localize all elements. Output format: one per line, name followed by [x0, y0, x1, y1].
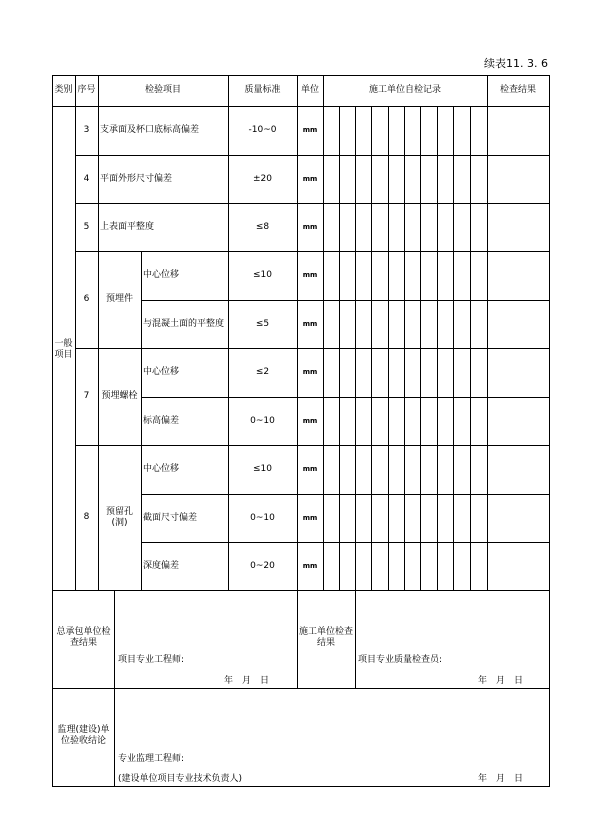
rule-col	[323, 75, 324, 591]
rule-bottom	[52, 786, 549, 787]
row-standard: ±20	[253, 173, 272, 184]
rule-check-col	[453, 106, 454, 591]
row-unit: mm	[302, 126, 318, 134]
contractor-date: 年 月 日	[478, 676, 524, 686]
header-item: 检验项目	[144, 85, 181, 95]
supervisor-engineer-signature: 专业监理工程师:	[118, 754, 185, 764]
header-self-check: 施工单位自检记录	[368, 85, 441, 95]
sub-item: 中心位移	[143, 367, 180, 377]
contractor-check-label: 施工单位检查结果	[298, 627, 353, 648]
supervisor-date: 年 月 日	[478, 774, 524, 784]
rule-check-col	[388, 106, 389, 591]
sub-unit: mm	[302, 416, 318, 425]
header-seq: 序号	[77, 85, 96, 95]
rule-footer-mid	[52, 688, 549, 689]
sub-standard: ≤10	[253, 270, 272, 280]
sub-unit: mm	[302, 513, 318, 522]
table-reference: 续表11. 3. 6	[484, 57, 548, 70]
sub-standard: ≤10	[253, 464, 272, 474]
gc-check-label: 总承包单位检查结果	[56, 627, 111, 648]
header-category: 类别	[54, 85, 73, 95]
owner-representative: (建设单位项目专业技术负责人)	[118, 774, 243, 784]
row-unit: mm	[302, 222, 318, 231]
group-name: 预埋螺栓	[101, 391, 138, 401]
row-standard: -10~0	[248, 125, 277, 135]
row-no: 3	[83, 125, 90, 135]
rule-check-col	[437, 106, 438, 591]
sub-item: 与混凝土面的平整度	[143, 318, 225, 329]
rule-check-col	[420, 106, 421, 591]
header-unit: 单位	[300, 85, 319, 95]
rule-footer-col	[114, 590, 115, 688]
sub-item: 中心位移	[143, 270, 180, 280]
sub-unit: mm	[302, 561, 318, 570]
rule-check-col	[339, 106, 340, 591]
rule-left	[52, 75, 53, 787]
group-name: 预埋件	[105, 294, 133, 304]
sub-standard: 0~10	[250, 512, 275, 523]
row-no: 4	[83, 173, 90, 184]
qc-inspector-signature: 项目专业质量检查员:	[358, 655, 443, 665]
rule-footer-col	[355, 590, 356, 688]
sub-item: 截面尺寸偏差	[143, 512, 198, 523]
row-item: 上表面平整度	[100, 221, 155, 232]
supervisor-conclusion-label: 监理(建设)单位验收结论	[57, 725, 110, 746]
rule-col	[487, 75, 488, 591]
gc-date: 年 月 日	[224, 676, 270, 686]
sub-item: 深度偏差	[143, 560, 180, 571]
rule-right	[549, 75, 550, 787]
row-unit: mm	[302, 174, 318, 183]
row-no: 5	[83, 221, 90, 232]
sub-unit: mm	[302, 368, 318, 376]
rule-check-col	[470, 106, 471, 591]
sub-standard: ≤5	[255, 318, 270, 329]
row-item: 平面外形尺寸偏差	[100, 173, 173, 184]
sub-standard: 0~10	[250, 415, 275, 426]
header-standard: 质量标准	[244, 85, 281, 95]
sub-standard: 0~20	[250, 560, 275, 571]
gc-engineer-signature: 项目专业工程师:	[118, 655, 185, 665]
group-no: 6	[83, 294, 90, 304]
sub-item: 标高偏差	[143, 415, 180, 426]
group-name: 预留孔(洞)	[105, 506, 133, 528]
sub-unit: mm	[302, 319, 318, 328]
category-label: 一般项目	[54, 339, 73, 360]
header-result: 检查结果	[499, 85, 536, 95]
rule-body-bottom	[52, 590, 549, 591]
group-no: 7	[83, 391, 90, 401]
sub-unit: mm	[302, 271, 318, 279]
group-no: 8	[83, 512, 90, 522]
row-standard: ≤8	[255, 221, 270, 232]
sub-unit: mm	[302, 465, 318, 473]
rule-footer-col	[114, 688, 115, 786]
rule-check-col	[355, 106, 356, 591]
sub-standard: ≤2	[255, 367, 270, 377]
rule-check-col	[371, 106, 372, 591]
row-item: 支承面及杯口底标高偏差	[100, 125, 200, 135]
sub-item: 中心位移	[143, 464, 180, 474]
rule-check-col	[404, 106, 405, 591]
